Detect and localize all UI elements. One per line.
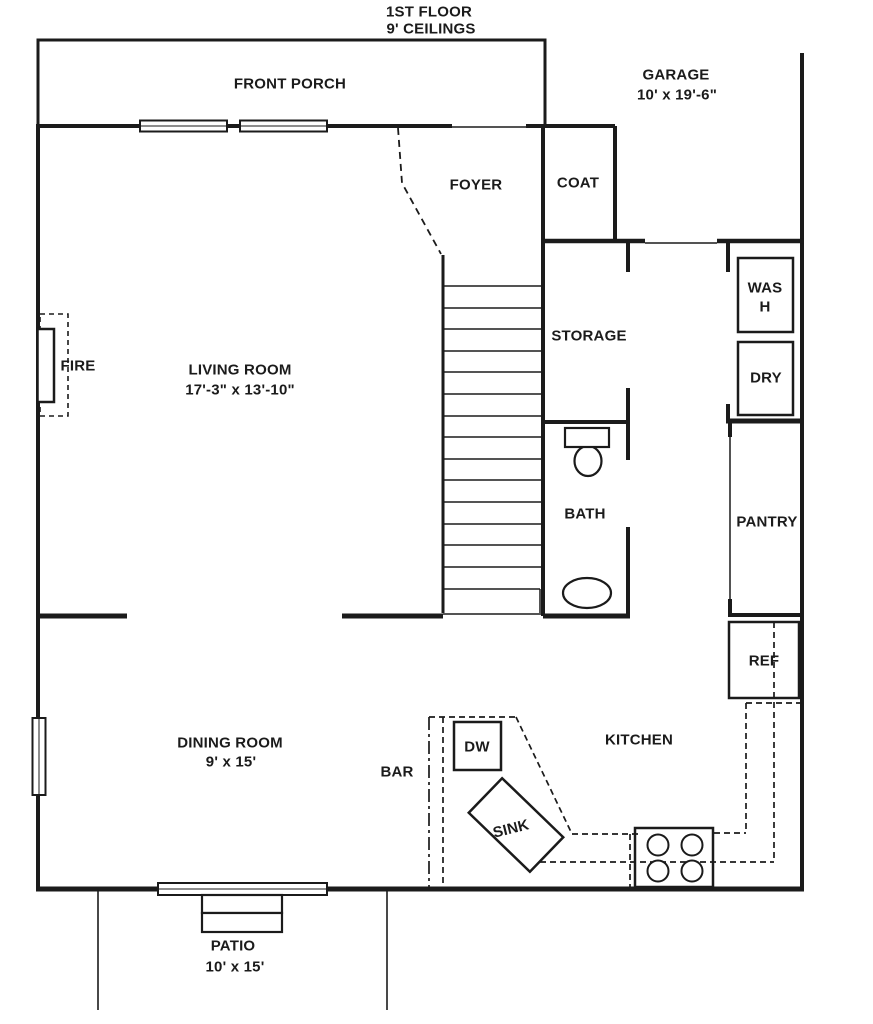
bath-sink-icon	[563, 578, 611, 608]
plan-title-line1: 1ST FLOOR	[386, 3, 472, 21]
dryer-label: DRY	[750, 369, 782, 387]
room-dims-patio: 10' x 15'	[205, 958, 265, 976]
washer-label-line1: WAS	[747, 279, 783, 297]
room-dims-dining-room: 9' x 15'	[205, 753, 257, 771]
stove-box	[635, 828, 713, 887]
toilet-tank-icon	[565, 428, 609, 447]
toilet-icon	[575, 446, 602, 476]
windows	[33, 121, 328, 896]
patio-step	[202, 895, 282, 913]
stair-treads	[443, 286, 543, 589]
dining-window-icon	[33, 718, 46, 795]
room-label-pantry: PANTRY	[736, 513, 798, 531]
exterior-walls	[36, 40, 804, 891]
kitchen-sink-label: SINK	[491, 816, 531, 842]
staircase	[443, 255, 543, 613]
bar-label: BAR	[380, 763, 414, 781]
room-label-front-porch: FRONT PORCH	[233, 75, 347, 93]
room-label-kitchen: KITCHEN	[604, 731, 674, 749]
room-label-dining-room: DINING ROOM	[177, 734, 283, 752]
room-dims-garage: 10' x 19'-6"	[636, 86, 718, 104]
plan-title-line2: 9' CEILINGS	[386, 20, 476, 38]
room-label-patio: PATIO	[210, 937, 256, 955]
room-label-coat: COAT	[556, 174, 600, 192]
room-label-bath: BATH	[564, 505, 606, 523]
room-label-living-room: LIVING ROOM	[188, 361, 292, 379]
washer-label-line2: H	[759, 298, 771, 316]
patio-step	[202, 913, 282, 932]
room-label-garage: GARAGE	[642, 66, 710, 84]
patio-sliding-door-icon	[158, 883, 327, 895]
room-dims-living-room: 17'-3" x 13'-10"	[185, 381, 295, 399]
foyer-boundary-dashed	[398, 128, 441, 254]
fireplace-label: FIRE	[60, 357, 96, 375]
refrigerator-label: REF	[748, 652, 780, 670]
porch-window-icon	[140, 121, 227, 132]
room-label-storage: STORAGE	[551, 327, 627, 345]
room-label-foyer: FOYER	[449, 176, 503, 194]
dishwasher-label: DW	[464, 738, 490, 756]
porch-window-icon	[240, 121, 327, 132]
interior-walls	[38, 126, 804, 617]
